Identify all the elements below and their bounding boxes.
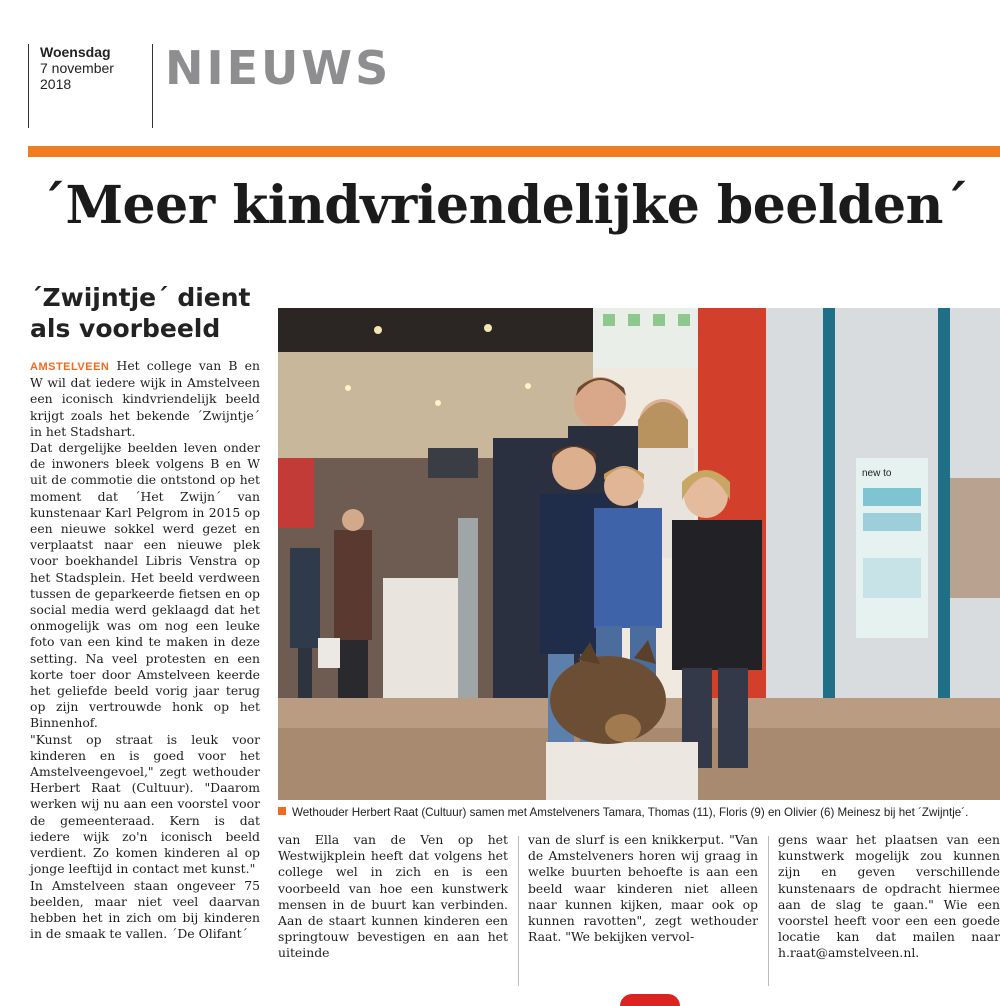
edition-date <box>40 44 114 92</box>
header-rule-left <box>28 44 29 128</box>
page-bottom-mark <box>620 994 680 1006</box>
article-column-1 <box>30 358 260 942</box>
article-subheadline <box>30 282 270 344</box>
body-paragraph-3: "Kunst op straat is leuk voor kinderen en is goed voor het Amstelveengevoel," zegt wethouder Herbert Raat (Cultuur). "Daarom werken wij nu aan een voorstel voor de gemeenteraad. Kern is dat iedere wijk zo'n iconisch beeld verdient. Zo komen kinderen al op jonge leeftijd in contact met kunst." <box>30 731 260 877</box>
edition-date-line2: 2018 <box>40 76 72 92</box>
article-column-4: gens waar het plaatsen van een kunstwerk mogelijk zou kunnen zijn en geven verschillende kunstenaars de opdracht hiermee aan de slag te gaan." Wie een voorstel heeft voor een een goede locatie kan dat mailen naar h.raat@amstelveen.nl. <box>778 832 1000 961</box>
dateline-city: AMSTELVEEN <box>30 361 110 373</box>
subhead-line-2: als voorbeeld <box>30 314 221 343</box>
article-photo <box>278 308 1000 800</box>
edition-day: Woensdag <box>40 44 111 60</box>
lead-text: Het college van B en W wil dat iedere wijk in Amstelveen een iconisch kindvriendelijk beeld krijgt zoals het bekende ´Zwijntje´ in het Stadshart. <box>30 358 260 439</box>
photo-caption <box>278 806 1000 820</box>
caption-bullet <box>278 807 286 815</box>
article-column-3: van de slurf is een knikkerput. "Van de Amstelveners horen wij graag in welke buurten behoefte is aan een beeld waar kinderen niet alleen naar kunnen kijken, maar ook op kunnen ravotten", zegt wethouder Raat. "We bekijken vervol- <box>528 832 758 945</box>
body-paragraph-2: Dat dergelijke beelden leven onder de inwoners bleek volgens B en W uit de commotie die ontstond op het moment dat ´Het Zwijn´ van kunstenaar Karl Pelgrom in 2015 op een nieuwe sokkel werd gezet en verplaatst naar een nieuwe plek voor boekhandel Libris Venstra op het Stadsplein. Het beeld verdween tussen de geparkeerde fietsen en op social media werd geklaagd dat het onmogelijk was om nog een leuke foto van een kind te maken in deze setting. Na veel protesten en een korte toer door Amstelveen keerde het geliefde beeld vorig jaar terug op zijn vertrouwde honk op het Binnenhof. <box>30 440 260 731</box>
section-title: NIEUWS <box>165 41 392 95</box>
column-separator <box>768 836 769 986</box>
subhead-line-1: ´Zwijntje´ dient <box>30 283 251 312</box>
caption-text: Wethouder Herbert Raat (Cultuur) samen met Amstelveners Tamara, Thomas (11), Floris (9) en Olivier (6) Meinesz bij het ´Zwijntje´. <box>292 806 969 819</box>
shop-sign-text: new to <box>862 468 892 479</box>
lead-paragraph <box>30 358 260 440</box>
header-rule-right <box>152 44 153 128</box>
section-divider <box>28 146 1000 157</box>
body-paragraph-4: In Amstelveen staan ongeveer 75 beelden, maar niet veel daarvan hebben het in zich om bij kinderen in de smaak te vallen. ´De Olifant´ <box>30 877 260 942</box>
article-headline: ´Meer kindvriendelijke beelden´ <box>40 175 969 236</box>
column-separator <box>518 836 519 986</box>
edition-date-line1: 7 november <box>40 60 114 76</box>
article-column-2: van Ella van de Ven op het Westwijkplein heeft dat volgens het college wel in zich en is een voorbeeld van hoe een kunstwerk mensen in de buurt kan verbinden. Aan de staart kunnen kinderen een springtouw bevestigen en aan het uiteinde <box>278 832 508 961</box>
